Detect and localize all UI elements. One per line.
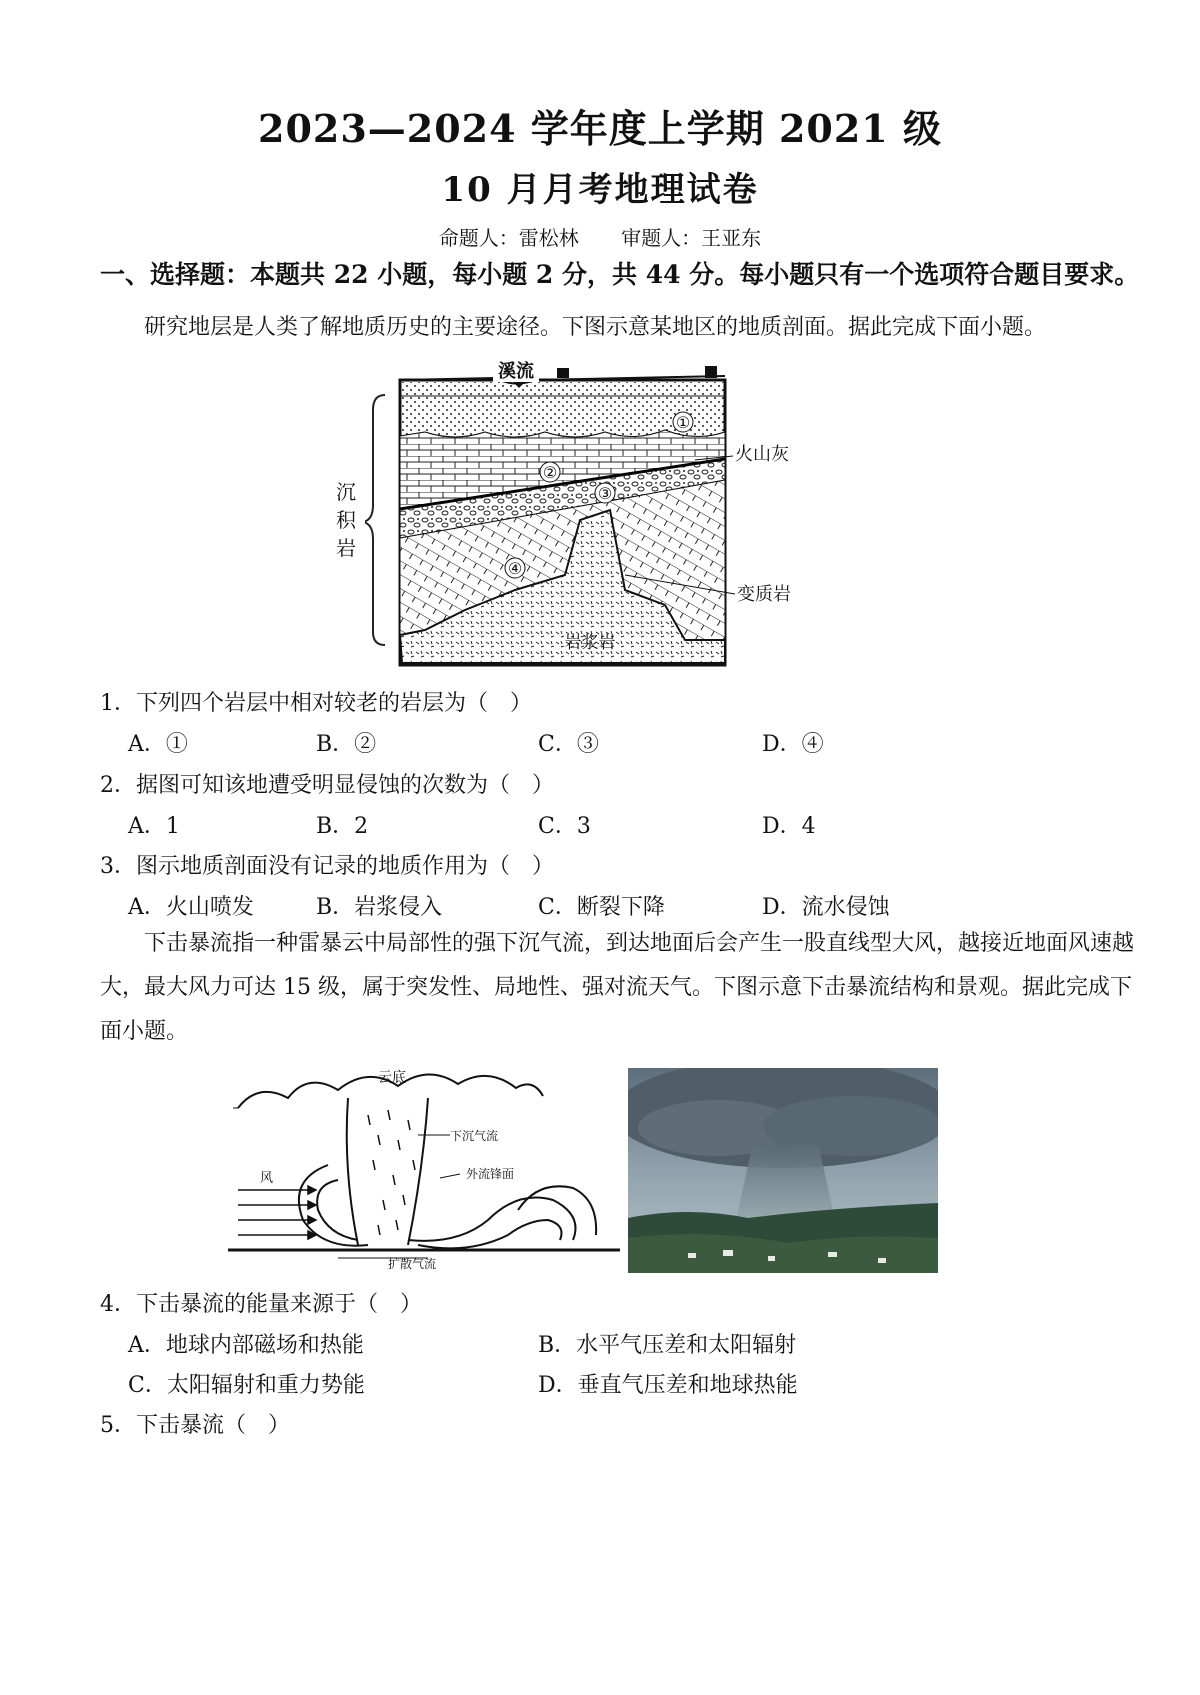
label-outflow: 扩散气流 (388, 1257, 437, 1271)
q4-option-a[interactable]: A．地球内部磁场和热能 (128, 1333, 364, 1358)
question-1: 1．下列四个岩层中相对较老的岩层为（ ） (100, 691, 532, 716)
q4-option-c[interactable]: C．太阳辐射和重力势能 (128, 1373, 365, 1398)
layer-mark-4: ④ (507, 559, 523, 578)
exam-title-line1: 2023—2024 学年度上学期 2021 级 (258, 106, 942, 151)
label-downdraft: 下沉气流 (450, 1129, 499, 1143)
q1-option-c[interactable]: C．③ (538, 732, 599, 757)
q3-option-d[interactable]: D．流水侵蚀 (762, 895, 890, 920)
authors-line (0, 222, 1200, 251)
q2-option-a[interactable]: A．1 (128, 814, 180, 839)
q3-option-c[interactable]: C．断裂下降 (538, 895, 665, 920)
downburst-photo (628, 1068, 938, 1273)
question-2: 2．据图可知该地遭受明显侵蚀的次数为（ ） (100, 773, 554, 798)
label-stream: 溪流 (498, 361, 534, 382)
q3-option-a[interactable]: A．火山喷发 (128, 895, 254, 920)
q4-option-b[interactable]: B．水平气压差和太阳辐射 (538, 1333, 797, 1358)
downburst-diagram (228, 1060, 620, 1274)
layer-mark-2: ② (542, 463, 558, 482)
geology-cross-section-figure (365, 360, 805, 730)
layer-mark-3: ③ (597, 484, 613, 503)
label-wind: 风 (260, 1171, 274, 1186)
layer-mark-1: ① (675, 413, 691, 432)
label-volcanic-ash: 火山灰 (735, 444, 789, 465)
question-5: 5．下击暴流（ ） (100, 1413, 290, 1438)
sedimentary-label: 沉积岩 (336, 480, 356, 560)
q2-option-c[interactable]: C．3 (538, 814, 591, 839)
section-heading: 一、选择题：本题共 22 小题，每小题 2 分，共 44 分。每小题只有一个选项符合题目要求。 (100, 260, 1140, 289)
reviewer-name: 审题人：王亚东 (621, 226, 762, 250)
q1-option-d[interactable]: D．④ (762, 732, 824, 757)
label-gust-front: 外流锋面 (466, 1167, 515, 1181)
passage-geology: 研究地层是人类了解地质历史的主要途径。下图示意某地区的地质剖面。据此完成下面小题。 (144, 315, 1047, 340)
q2-option-b[interactable]: B．2 (316, 814, 369, 839)
question-3: 3．图示地质剖面没有记录的地质作用为（ ） (100, 854, 554, 879)
q3-option-b[interactable]: B．岩浆侵入 (316, 895, 443, 920)
label-cloud-base: 云底 (378, 1070, 406, 1086)
setter-name: 命题人：雷松林 (438, 226, 579, 250)
label-metamorphic: 变质岩 (737, 584, 791, 605)
passage-downburst: 下击暴流指一种雷暴云中局部性的强下沉气流，到达地面后会产生一股直线型大风，越接近地面风速越大，最大风力可达 15 级，属于突发性、局地性、强对流天气。下图示意下击暴流结构和景观。据此完成下面小题。 (100, 931, 1135, 1044)
label-magma-rock: 岩浆岩 (564, 633, 616, 653)
exam-title-line2: 10 月月考地理试卷 (441, 170, 759, 210)
q1-option-b[interactable]: B．② (316, 732, 377, 757)
q1-option-a[interactable]: A．① (128, 732, 188, 757)
q4-option-d[interactable]: D．垂直气压差和地球热能 (538, 1373, 798, 1398)
question-4: 4．下击暴流的能量来源于（ ） (100, 1292, 422, 1317)
q2-option-d[interactable]: D．4 (762, 814, 816, 839)
